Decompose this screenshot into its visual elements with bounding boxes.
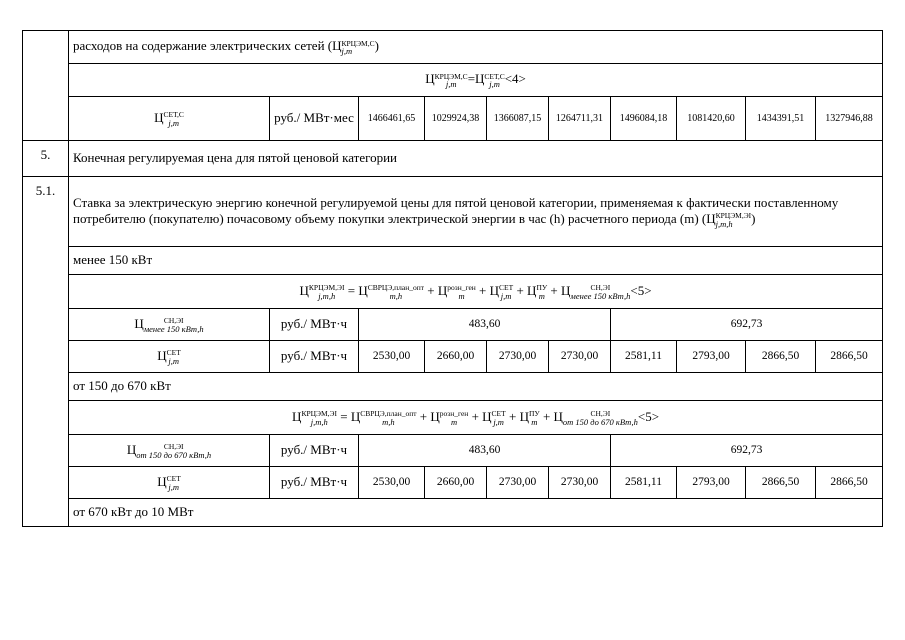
subscript: j,m,h [318,290,336,301]
value-cell: 1366087,15 [487,97,549,141]
symbol: Ц [157,347,167,363]
subscript: j,m [445,79,457,89]
plus: + [416,408,431,424]
row-group-label [23,373,883,401]
value-cell: 2793,00 [677,467,746,499]
value-cell: 2660,00 [425,467,487,499]
row-section-5 [23,141,883,177]
subscript: от 150 до 670 кВт,h [136,449,212,460]
footnote-ref: <5> [637,408,660,424]
superscript: СЕТ [166,348,181,357]
superscript: СВРЦЭ,план_опт [360,409,417,418]
plus: + [547,282,562,298]
subscript: m [450,416,458,427]
superscript: КРЦЭМ,ЭI [308,283,345,292]
value-cell: 2530,00 [359,341,425,373]
row-network-costs [23,31,883,64]
subscript: менее 150 кВт,h [570,290,631,301]
symbol: Ц [561,282,571,298]
symbol: Ц [475,71,485,87]
text-tail: ) [374,38,379,54]
row-group-label [23,247,883,275]
sn-label [69,309,270,341]
set-label [69,467,270,499]
superscript: СН,ЭI [163,316,184,325]
formula-5 [69,275,883,309]
text: расходов на содержание электрических сетей ( [73,38,333,54]
text: Ставка за электрическую энергию конечной регулируемой цены для пятой ценовой категории, применяемая к фактически поставленному потребителю (покупателю) почасовому объему покупки электрической энергии в час (h) расчетного периода (m) ( [73,194,839,227]
set-label [69,341,270,373]
value-cell: 1327946,88 [816,97,883,141]
superscript: розн_ген [447,283,476,292]
row-set-c-values [23,97,883,141]
text-tail: ) [751,211,756,227]
superscript: СН,ЭI [590,409,611,418]
row-formula-4 [23,64,883,97]
symbol: Ц [350,408,361,424]
subscript: m [458,290,465,301]
symbol: Ц [430,408,440,424]
value-cell: 2730,00 [487,467,549,499]
value-cell: 692,73 [611,435,883,467]
value-cell: 483,60 [359,309,611,341]
subscript: m,h [382,416,395,427]
value-cell: 2866,50 [746,467,816,499]
plus: + [468,408,483,424]
symbol: Ц [706,211,716,227]
row-sn-values [23,309,883,341]
symbol: Ц [519,408,529,424]
symbol: Ц [134,315,144,331]
equals: = [467,71,476,87]
section-number: 5.1. [23,177,69,527]
subscript: j,m,h [715,218,733,229]
sn-label [69,435,270,467]
symbol: Ц [126,441,137,457]
value-cell: 2581,11 [611,467,677,499]
symbol: Ц [527,282,537,298]
superscript: КРЦЭМ,С [434,71,468,81]
symbol: Ц [437,282,448,298]
equals: = [344,282,359,298]
superscript: СН,ЭI [163,442,184,451]
row-set-values [23,341,883,373]
value-cell: 2530,00 [359,467,425,499]
unit-cell: руб./ МВт·ч [270,435,359,467]
unit-cell: руб./ МВт·ч [270,341,359,373]
subscript: j,m [168,355,179,366]
unit-cell: руб./ МВт·ч [270,467,359,499]
superscript: СН,ЭI [590,283,611,292]
section-title: Конечная регулируемая цена для пятой ценовой категории [69,141,883,177]
value-cell: 2581,11 [611,341,677,373]
superscript: КРЦЭМ,ЭI [715,211,752,221]
value-cell: 2866,50 [816,467,883,499]
superscript: СЕТ [166,474,181,483]
superscript: СЕТ [499,283,514,292]
superscript: ПУ [528,409,540,418]
symbol: Ц [553,408,563,424]
superscript: СЕТ,С [484,71,505,81]
tariff-table [22,30,883,527]
subscript: j,m,h [310,416,328,427]
symbol: Ц [292,408,302,424]
formula-4 [69,64,883,97]
superscript: КРЦЭМ,С [341,38,375,48]
value-cell: 483,60 [359,435,611,467]
value-cell: 2866,50 [816,341,883,373]
row-section-5-1 [23,177,883,247]
superscript: розн_ген [439,409,469,418]
symbol: Ц [425,71,435,87]
value-cell: 1029924,38 [425,97,487,141]
row-formula-5 [23,275,883,309]
num-cell-empty [23,31,69,141]
value-cell: 2730,00 [549,341,611,373]
subscript: j,m [168,481,179,492]
subscript: j,m [493,416,504,427]
unit-cell: руб./ МВт·мес [270,97,359,141]
footnote-ref: <4> [504,71,526,87]
superscript: СЕТ [491,409,506,418]
subscript: менее 150 кВт,h [143,323,204,334]
row-formula-5 [23,401,883,435]
subscript: m [531,416,538,427]
equals: = [336,408,351,424]
superscript: СЕТ,С [163,110,184,119]
value-cell: 2866,50 [746,341,816,373]
row-group-label [23,499,883,527]
row-sn-values [23,435,883,467]
value-cell: 692,73 [611,309,883,341]
value-cell: 2730,00 [549,467,611,499]
value-cell: 1466461,65 [359,97,425,141]
plus: + [513,282,528,298]
symbol: Ц [332,38,342,54]
row-set-values [23,467,883,499]
symbol: Ц [358,282,368,298]
symbol: Ц [489,282,500,298]
formula-5 [69,401,883,435]
superscript: СВРЦЭ,план_опт [367,283,425,292]
symbol: Ц [157,473,167,489]
set-c-label [69,97,270,141]
value-cell: 2660,00 [425,341,487,373]
plus: + [539,408,554,424]
subscript: от 150 до 670 кВт,h [562,416,638,427]
subscript: j,m [341,46,353,56]
plus: + [475,282,490,298]
network-costs-text [69,31,883,64]
tariff-document [22,30,882,527]
group-label: от 150 до 670 кВт [69,373,883,401]
value-cell: 1264711,31 [549,97,611,141]
symbol: Ц [299,282,309,298]
group-label: менее 150 кВт [69,247,883,275]
value-cell: 2793,00 [677,341,746,373]
unit-cell: руб./ МВт·ч [270,309,359,341]
value-cell: 1434391,51 [746,97,816,141]
group-label: от 670 кВт до 10 МВт [69,499,883,527]
subscript: j,m [500,290,512,301]
subscript: m [538,290,545,301]
subscript: j,m [168,117,179,128]
value-cell: 2730,00 [487,341,549,373]
plus: + [424,282,438,298]
subscript: j,m [489,79,500,89]
symbol: Ц [482,408,492,424]
subscript: m,h [389,290,403,301]
superscript: ПУ [536,283,548,292]
value-cell: 1496084,18 [611,97,677,141]
footnote-ref: <5> [630,282,652,298]
value-cell: 1081420,60 [677,97,746,141]
plus: + [505,408,520,424]
symbol: Ц [154,109,164,125]
section-5-1-text [69,177,883,247]
superscript: КРЦЭМ,ЭI [301,409,337,418]
section-number: 5. [23,141,69,177]
